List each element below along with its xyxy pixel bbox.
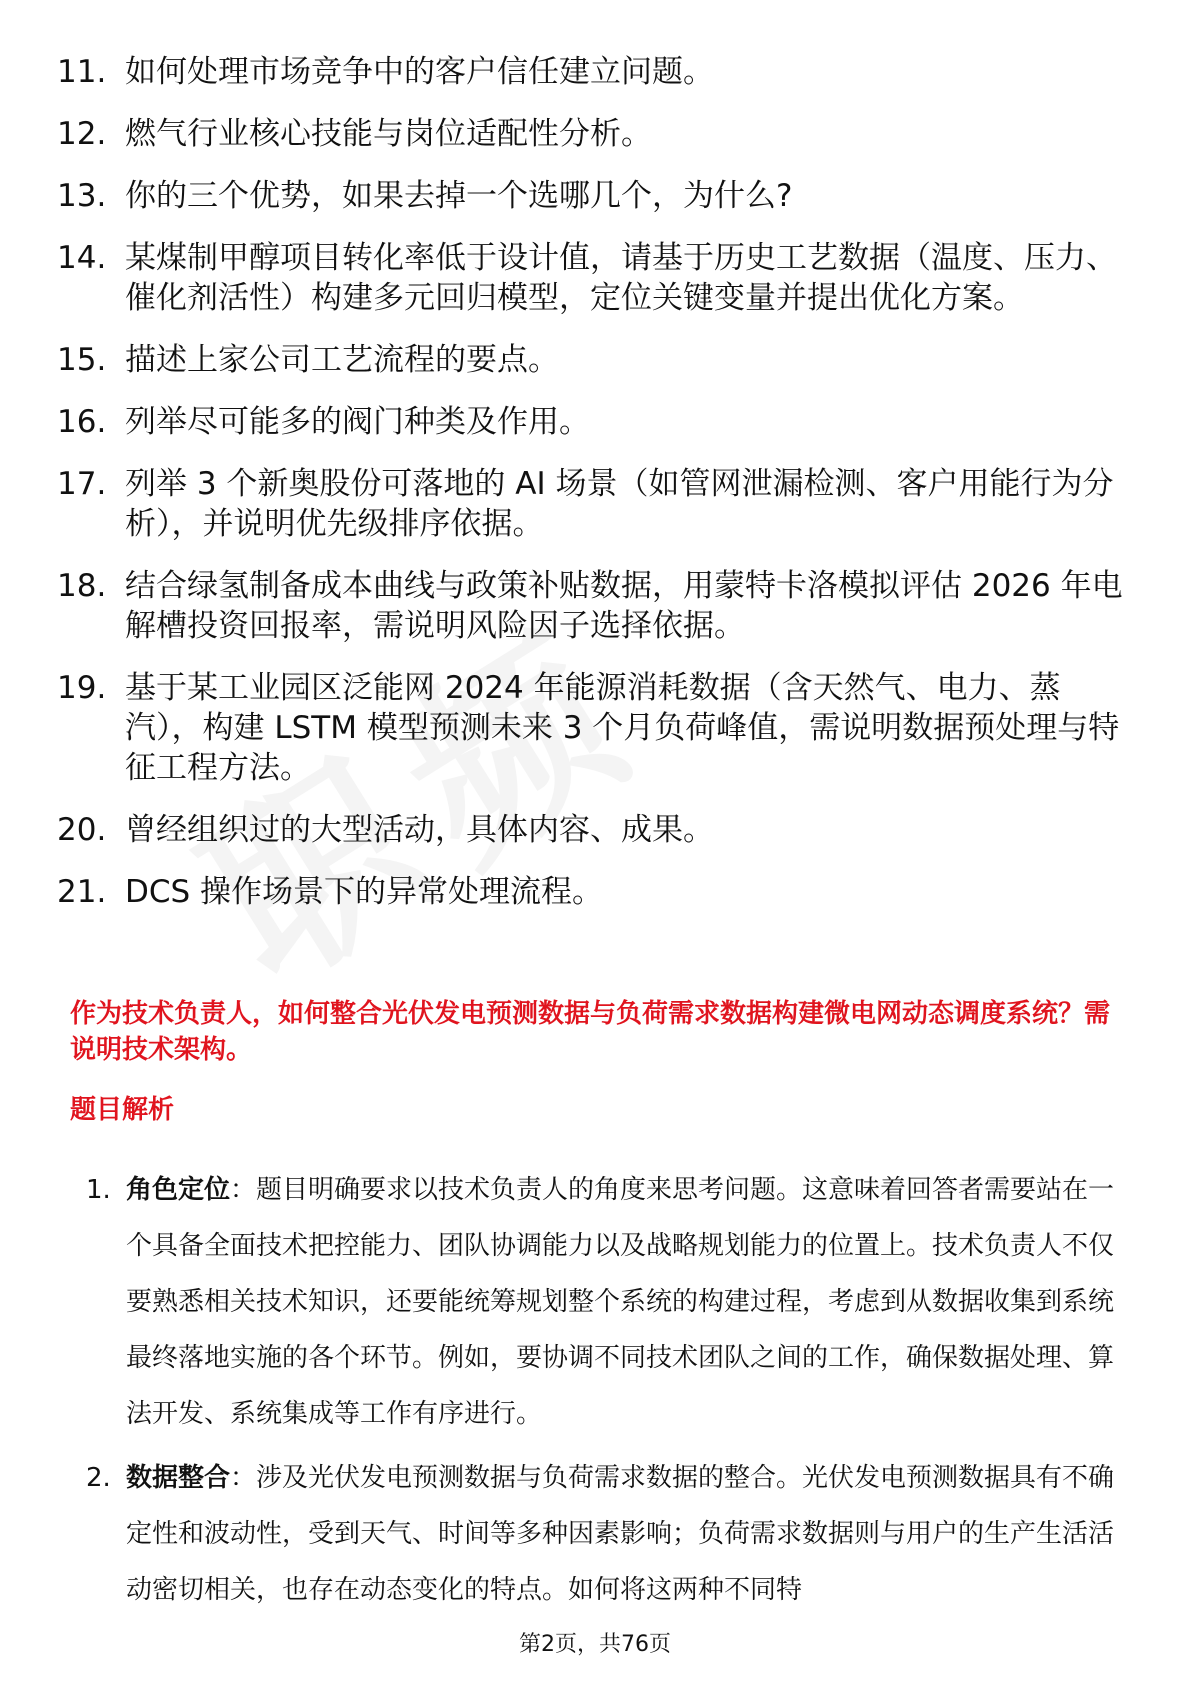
term-separator: ：: [230, 1463, 257, 1493]
analysis-body: 涉及光伏发电预测数据与负荷需求数据的整合。光伏发电预测数据具有不确定性和波动性，受到天气、时间等多种因素影响；负荷需求数据则与用户的生产生活活动密切相关，也存在动态变化的特点。如何将这两种不同特: [126, 1463, 1115, 1605]
item-text: 某煤制甲醇项目转化率低于设计值，请基于历史工艺数据（温度、压力、催化剂活性）构建多元回归模型，定位关键变量并提出优化方案。: [125, 240, 1117, 316]
item-number: 18.: [57, 568, 107, 604]
item-text: 燃气行业核心技能与岗位适配性分析。: [125, 116, 652, 152]
analysis-text: [126, 1162, 1126, 1442]
item-number: 14.: [57, 240, 107, 276]
analysis-list: [86, 1162, 1126, 1626]
term-separator: ：: [230, 1175, 257, 1205]
list-item: [57, 238, 1137, 318]
item-number: 21.: [57, 874, 107, 910]
item-text: 如何处理市场竞争中的客户信任建立问题。: [125, 54, 714, 90]
item-number: 17.: [57, 466, 107, 502]
item-number: 2.: [86, 1463, 111, 1493]
item-text: 列举尽可能多的阀门种类及作用。: [125, 404, 590, 440]
item-number: 12.: [57, 116, 107, 152]
list-item: [57, 464, 1137, 544]
item-text: 描述上家公司工艺流程的要点。: [125, 342, 559, 378]
list-item: [57, 52, 1137, 92]
section-title: 题目解析: [70, 1095, 175, 1125]
item-text: 你的三个优势，如果去掉一个选哪几个，为什么?: [125, 178, 793, 214]
item-number: 1.: [86, 1175, 111, 1205]
list-item: [57, 176, 1137, 216]
item-number: 11.: [57, 54, 107, 90]
item-number: 13.: [57, 178, 107, 214]
question-list: [57, 52, 1137, 934]
item-text: DCS 操作场景下的异常处理流程。: [125, 874, 604, 910]
item-number: 15.: [57, 342, 107, 378]
focus-question: 作为技术负责人，如何整合光伏发电预测数据与负荷需求数据构建微电网动态调度系统？需说明技术架构。: [70, 999, 1111, 1065]
analysis-item: [86, 1450, 1126, 1618]
item-number: 19.: [57, 670, 107, 706]
list-item: [57, 114, 1137, 154]
list-item: [57, 668, 1137, 788]
list-item: [57, 402, 1137, 442]
item-text: 曾经组织过的大型活动，具体内容、成果。: [125, 812, 714, 848]
analysis-body: 题目明确要求以技术负责人的角度来思考问题。这意味着回答者需要站在一个具备全面技术把控能力、团队协调能力以及战略规划能力的位置上。技术负责人不仅要熟悉相关技术知识，还要能统筹规划整个系统的构建过程，考虑到从数据收集到系统最终落地实施的各个环节。例如，要协调不同技术团队之间的工作，确保数据处理、算法开发、系统集成等工作有序进行。: [126, 1175, 1115, 1429]
analysis-text: [126, 1450, 1126, 1618]
analysis-term: 角色定位: [126, 1175, 231, 1205]
item-number: 16.: [57, 404, 107, 440]
list-item: [57, 340, 1137, 380]
list-item: [57, 810, 1137, 850]
analysis-term: 数据整合: [126, 1463, 231, 1493]
list-item: [57, 566, 1137, 646]
item-text: 基于某工业园区泛能网 2024 年能源消耗数据（含天然气、电力、蒸汽），构建 LSTM 模型预测未来 3 个月负荷峰值，需说明数据预处理与特征工程方法。: [125, 670, 1120, 786]
item-text: 结合绿氢制备成本曲线与政策补贴数据，用蒙特卡洛模拟评估 2026 年电解槽投资回报率，需说明风险因子选择依据。: [125, 568, 1123, 644]
item-number: 20.: [57, 812, 107, 848]
list-item: [57, 872, 1137, 912]
analysis-item: [86, 1162, 1126, 1442]
page-footer: 第2页，共76页: [519, 1632, 671, 1657]
item-text: 列举 3 个新奥股份可落地的 AI 场景（如管网泄漏检测、客户用能行为分析），并说明优先级排序依据。: [125, 466, 1114, 542]
